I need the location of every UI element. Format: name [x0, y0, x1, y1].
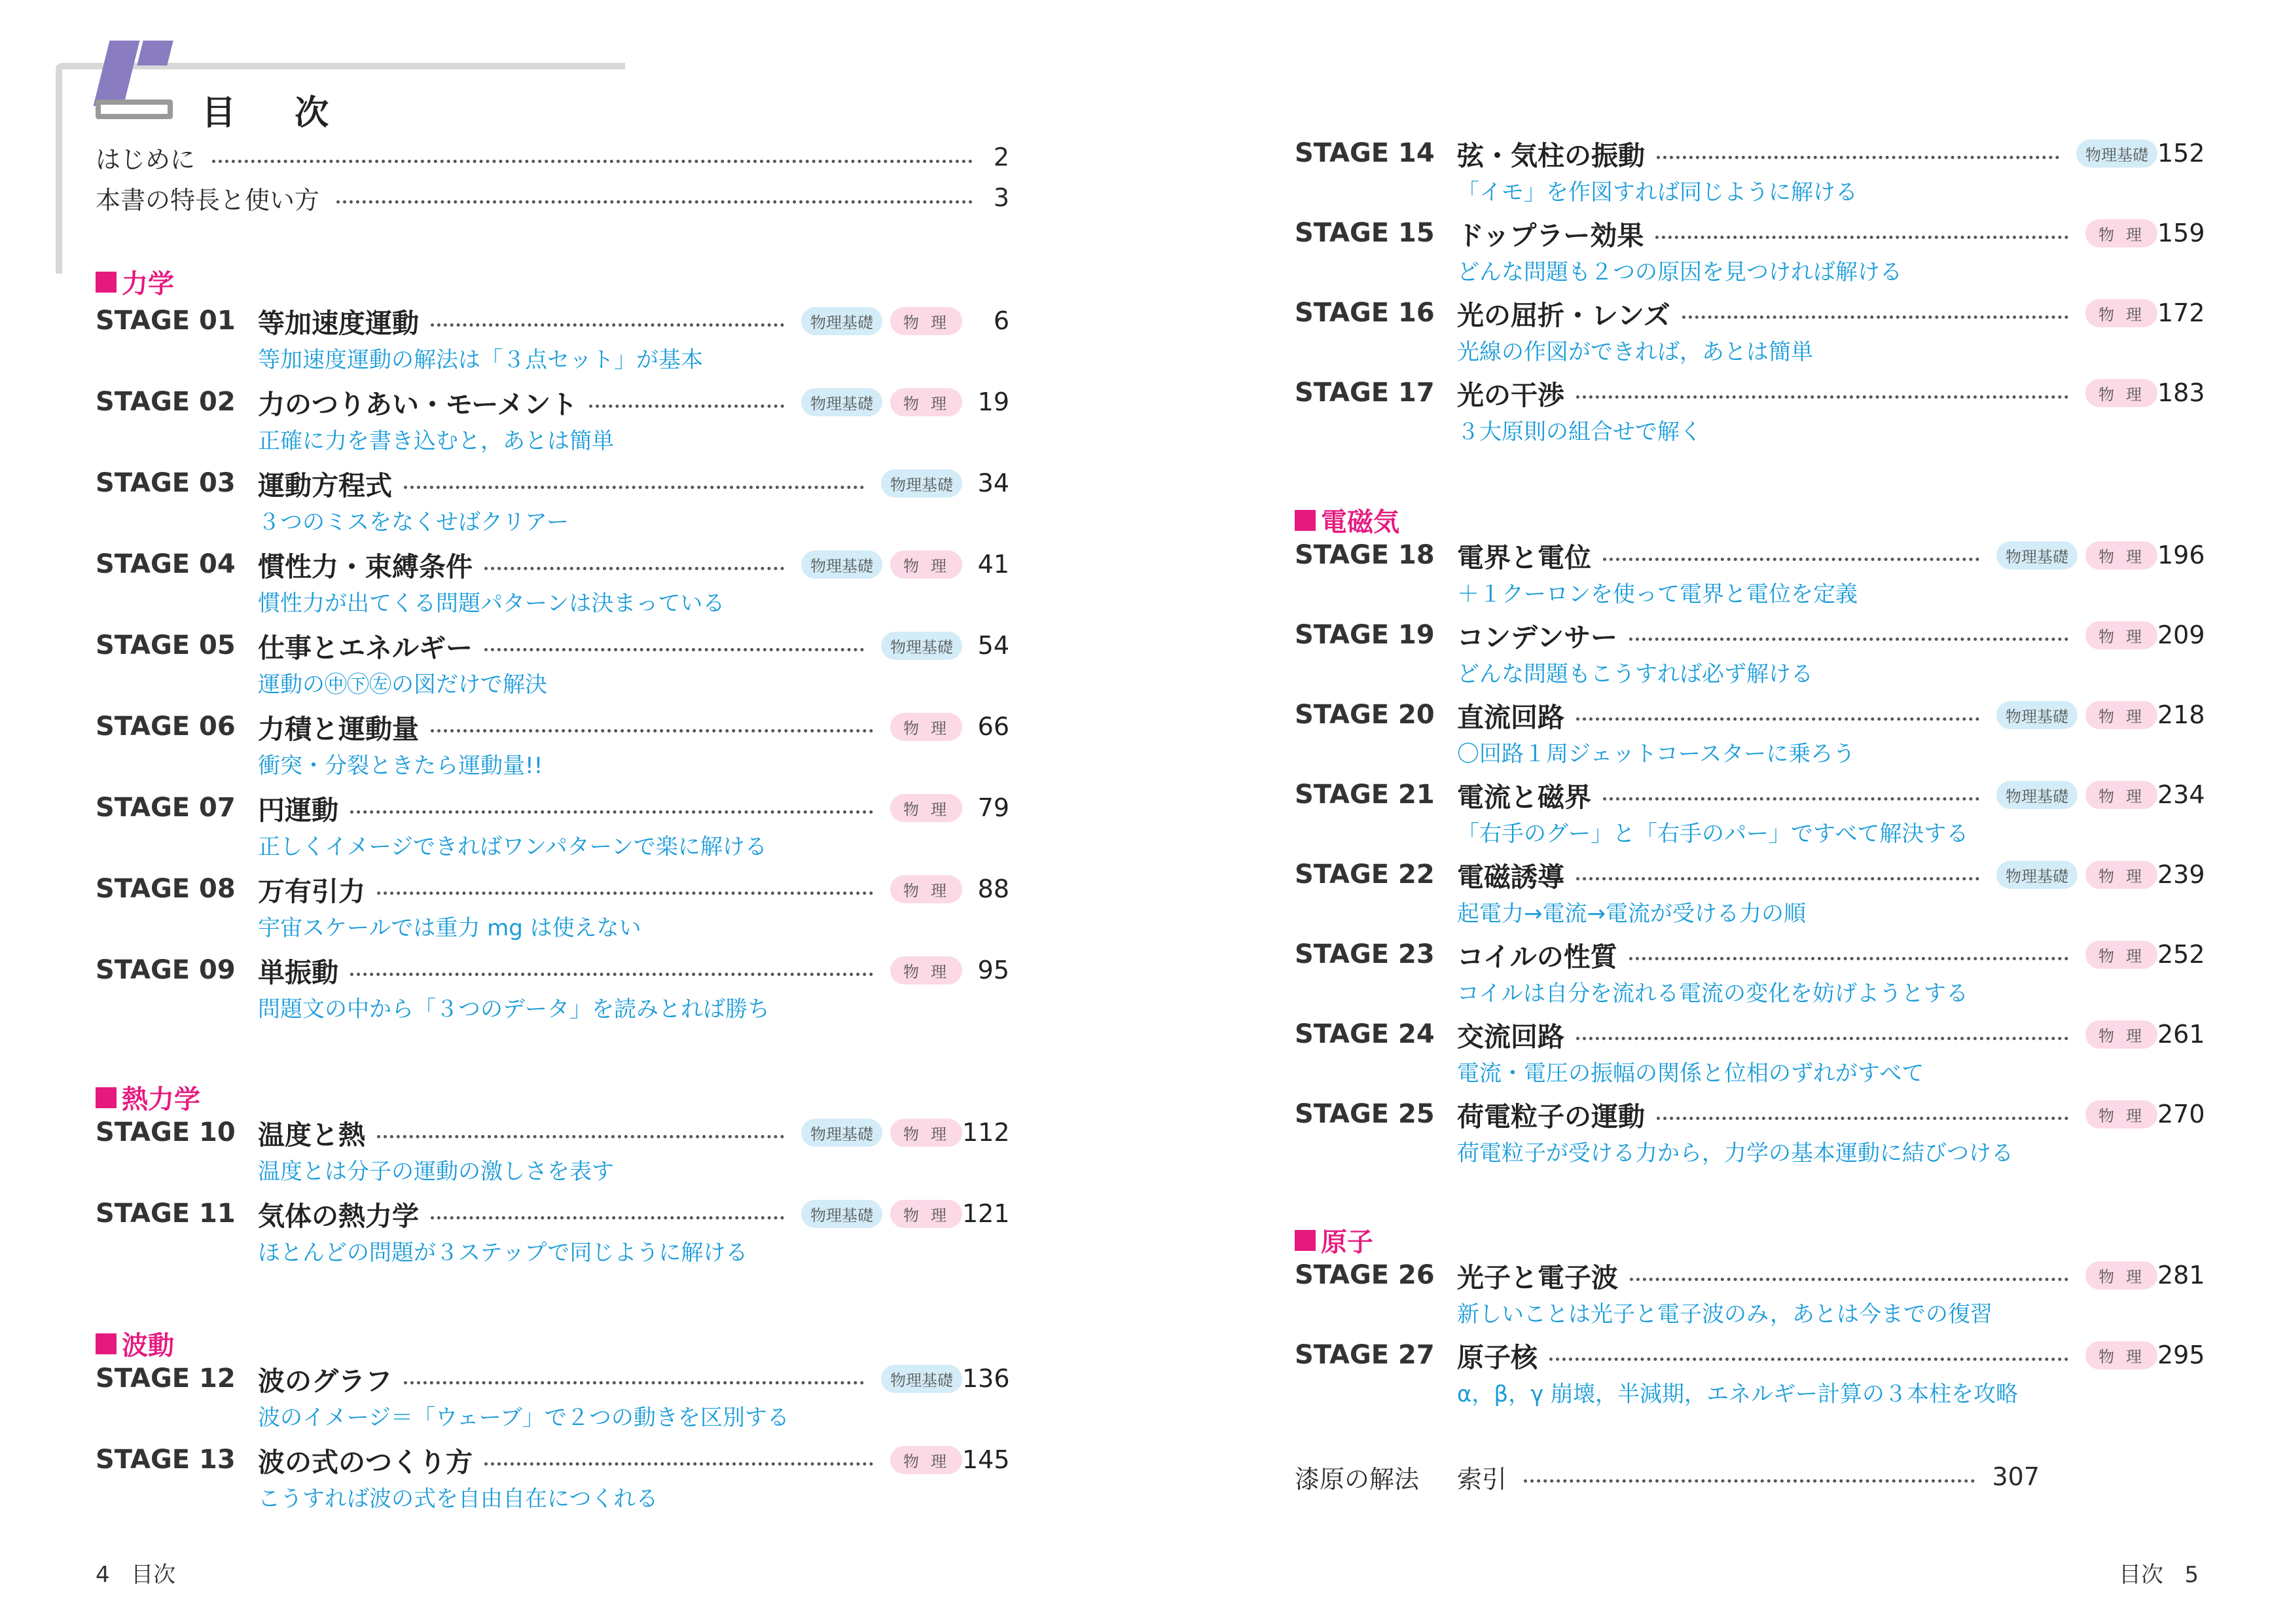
toc-entry[interactable] [1295, 1015, 2205, 1087]
leader-dots [431, 323, 784, 327]
toc-entry[interactable] [96, 1359, 1009, 1432]
toc-entry[interactable] [1295, 935, 2205, 1007]
stage-subtitle: 温度とは分子の運動の激しさを表す [258, 1159, 614, 1185]
stage-title: 万有引力 [258, 875, 365, 907]
leader-dots [431, 729, 873, 732]
badge-butsuri: 物理 [2085, 861, 2157, 889]
intro-label: はじめに [96, 145, 196, 174]
stage-page: 41 [977, 550, 1009, 579]
stage-page: 183 [2157, 378, 2205, 407]
leader-dots [404, 1381, 864, 1384]
toc-entry[interactable] [96, 1440, 1009, 1513]
badge-butsuri: 物理 [890, 794, 962, 822]
stage-number: STAGE 11 [96, 1199, 236, 1229]
stage-number: STAGE 27 [1295, 1340, 1435, 1370]
badge-kiso: 物理基礎 [801, 1200, 882, 1228]
leader-dots [484, 1462, 873, 1466]
stage-subtitle: どんな問題もこうすれば必ず解ける [1457, 661, 1813, 687]
badge-butsuri: 物理 [890, 713, 962, 741]
index-label: 漆原の解法 [1295, 1464, 1420, 1494]
stage-number: STAGE 07 [96, 793, 236, 823]
stage-subtitle: どんな問題も２つの原因を見つければ解ける [1457, 259, 1902, 285]
stage-page: 209 [2157, 621, 2205, 649]
intro-label: 本書の特長と使い方 [96, 185, 320, 215]
toc-entry[interactable] [1295, 1094, 2205, 1167]
toc-entry[interactable] [96, 707, 1009, 780]
badge-butsuri: 物理 [2085, 299, 2157, 327]
stage-subtitle: ３つのミスをなくせばクリアー [258, 509, 569, 535]
stage-page: 136 [962, 1364, 1010, 1393]
stage-title: 直流回路 [1457, 701, 1564, 733]
intro-page: 3 [993, 183, 1009, 212]
stage-number: STAGE 03 [96, 468, 236, 498]
leader-dots [431, 1216, 784, 1219]
stage-number: STAGE 01 [96, 306, 236, 336]
stage-subtitle: α，β，γ 崩壊，半減期，エネルギー計算の３本柱を攻略 [1457, 1381, 2019, 1407]
toc-entry[interactable] [96, 1194, 1009, 1267]
leader-dots [404, 486, 864, 489]
toc-entry[interactable] [96, 626, 1009, 698]
leader-dots [336, 200, 973, 204]
stage-page: 239 [2157, 860, 2205, 889]
badge-butsuri: 物理 [890, 1119, 962, 1147]
badge-kiso: 物理基礎 [1996, 541, 2078, 569]
page-title: 目 次 [202, 94, 353, 133]
stage-number: STAGE 26 [1295, 1260, 1435, 1290]
toc-entry[interactable] [1295, 134, 2205, 206]
stage-subtitle: ３大原則の組合せで解く [1457, 419, 1702, 445]
section-label: 力学 [122, 269, 174, 299]
stage-page: 281 [2157, 1261, 2205, 1290]
stage-number: STAGE 10 [96, 1117, 236, 1147]
leader-dots [1657, 1117, 2068, 1120]
badge-butsuri: 物理 [2085, 219, 2157, 247]
stage-subtitle: 荷電粒子が受ける力から，力学の基本運動に結びつける [1457, 1140, 2013, 1166]
section-heading-thermo [96, 1079, 200, 1116]
stage-subtitle: 正しくイメージできればワンパターンで楽に解ける [258, 834, 767, 860]
intro-page: 2 [993, 143, 1009, 171]
stage-page: 261 [2157, 1020, 2205, 1049]
leader-dots [350, 810, 873, 814]
toc-entry[interactable] [1295, 373, 2205, 446]
badge-butsuri: 物理 [890, 1200, 962, 1228]
toc-entry[interactable] [1295, 1255, 2205, 1328]
toc-entry[interactable] [1295, 695, 2205, 768]
badge-butsuri: 物理 [2085, 1100, 2157, 1128]
section-heading-em [1295, 501, 1399, 539]
stage-number: STAGE 25 [1295, 1099, 1435, 1129]
stage-number: STAGE 02 [96, 387, 236, 417]
toc-entry[interactable] [96, 382, 1009, 455]
badge-butsuri: 物理 [2085, 1020, 2157, 1049]
stage-subtitle: 正確に力を書き込むと，あとは簡単 [258, 428, 614, 454]
title-decoration-vertical [56, 65, 62, 274]
index-title: 索引 [1457, 1464, 1507, 1494]
section-marker-icon [96, 272, 117, 293]
stage-subtitle: 光線の作図ができれば，あとは簡単 [1457, 339, 1813, 365]
leader-dots [1576, 395, 2068, 399]
leader-dots [1630, 1278, 2068, 1281]
section-marker-icon [1295, 1230, 1316, 1251]
leader-dots [1629, 957, 2068, 960]
stage-subtitle: 波のイメージ＝「ウェーブ」で２つの動きを区別する [258, 1405, 789, 1431]
stage-title: コンデンサー [1457, 621, 1618, 653]
leader-dots [377, 892, 873, 895]
toc-entry[interactable] [96, 788, 1009, 861]
title-accent-shape-small [137, 41, 173, 65]
stage-number: STAGE 24 [1295, 1019, 1435, 1049]
badge-kiso: 物理基礎 [1996, 861, 2078, 889]
stage-number: STAGE 15 [1295, 218, 1435, 248]
stage-page: 6 [993, 306, 1009, 335]
stage-number: STAGE 06 [96, 712, 236, 742]
stage-title: 単振動 [258, 956, 338, 988]
stage-page: 79 [977, 793, 1009, 822]
footer-label: 目次 [131, 1562, 176, 1588]
title-accent-shape [94, 41, 140, 106]
stage-title: 円運動 [258, 794, 338, 826]
title-frame-icon [96, 99, 173, 119]
badge-kiso: 物理基礎 [1996, 781, 2078, 809]
toc-entry[interactable] [96, 545, 1009, 617]
leader-dots [212, 160, 973, 163]
toc-index-row[interactable] [1295, 1457, 2040, 1496]
stage-title: 光の干渉 [1457, 379, 1564, 411]
leader-dots [1657, 156, 2059, 159]
section-marker-icon [96, 1087, 117, 1108]
stage-number: STAGE 17 [1295, 378, 1435, 408]
badge-kiso: 物理基礎 [801, 1119, 882, 1147]
page-number: 4 [96, 1562, 110, 1588]
stage-number: STAGE 21 [1295, 780, 1435, 810]
stage-title: 等加速度運動 [258, 307, 419, 339]
toc-entry[interactable] [1295, 855, 2205, 928]
footer-label: 目次 [2119, 1562, 2163, 1588]
stage-subtitle: ＋１クーロンを使って電界と電位を定義 [1457, 581, 1858, 607]
leader-dots [1682, 316, 2068, 319]
badge-kiso: 物理基礎 [881, 1365, 962, 1393]
stage-title: ドップラー効果 [1457, 219, 1644, 251]
footer-left [96, 1557, 175, 1589]
leader-dots [1524, 1479, 1975, 1483]
stage-number: STAGE 16 [1295, 298, 1435, 328]
stage-title: 温度と熱 [258, 1119, 365, 1151]
stage-page: 54 [977, 631, 1009, 660]
stage-number: STAGE 05 [96, 630, 236, 660]
footer-right [2119, 1557, 2199, 1589]
stage-title: 波のグラフ [258, 1365, 392, 1397]
leader-dots [484, 648, 864, 651]
stage-title: 荷電粒子の運動 [1457, 1100, 1645, 1132]
stage-page: 295 [2157, 1341, 2205, 1369]
leader-dots [377, 1135, 784, 1138]
badge-butsuri: 物理 [2085, 621, 2157, 649]
stage-subtitle: 衝突・分裂ときたら運動量!! [258, 753, 543, 779]
badge-butsuri: 物理 [890, 875, 962, 903]
badge-butsuri: 物理 [2085, 1341, 2157, 1369]
badge-kiso: 物理基礎 [801, 388, 882, 416]
leader-dots [1629, 638, 2068, 641]
section-label: 電磁気 [1321, 507, 1399, 537]
badge-butsuri: 物理 [2085, 379, 2157, 407]
toc-entry[interactable] [96, 869, 1009, 942]
stage-number: STAGE 19 [1295, 620, 1435, 650]
stage-title: 光子と電子波 [1457, 1261, 1618, 1293]
badge-kiso: 物理基礎 [1996, 701, 2078, 729]
stage-title: 交流回路 [1457, 1020, 1564, 1053]
badge-kiso: 物理基礎 [2076, 139, 2157, 168]
leader-dots [484, 567, 784, 570]
stage-title: 原子核 [1457, 1341, 1538, 1373]
toc-entry[interactable] [96, 1113, 1009, 1185]
stage-number: STAGE 23 [1295, 939, 1435, 969]
badge-butsuri: 物理 [890, 956, 962, 984]
stage-number: STAGE 20 [1295, 700, 1435, 730]
section-marker-icon [96, 1333, 117, 1354]
stage-subtitle: コイルは自分を流れる電流の変化を妨げようとする [1457, 981, 1968, 1007]
leader-dots [1655, 236, 2068, 239]
stage-title: 仕事とエネルギー [258, 632, 473, 664]
stage-page: 95 [977, 956, 1009, 984]
stage-number: STAGE 12 [96, 1363, 236, 1394]
stage-title: 光の屈折・レンズ [1457, 299, 1670, 331]
stage-subtitle: 「イモ」を作図すれば同じように解ける [1457, 179, 1858, 206]
toc-entry[interactable] [1295, 775, 2205, 848]
section-marker-icon [1295, 510, 1316, 531]
leader-dots [1576, 717, 1979, 721]
stage-title: コイルの性質 [1457, 941, 1617, 973]
section-label: 波動 [122, 1331, 174, 1361]
stage-title: 気体の熱力学 [258, 1200, 419, 1232]
stage-subtitle: 問題文の中から「３つのデータ」を読みとれば勝ち [258, 996, 770, 1022]
badge-butsuri: 物理 [2085, 701, 2157, 729]
badge-butsuri: 物理 [890, 307, 962, 335]
section-label: 熱力学 [122, 1085, 200, 1115]
leader-dots [1603, 558, 1979, 561]
stage-title: 電磁誘導 [1457, 861, 1564, 893]
stage-title: 運動方程式 [258, 469, 392, 501]
stage-number: STAGE 08 [96, 874, 236, 904]
leader-dots [1576, 877, 1979, 880]
section-heading-mechanics [96, 263, 174, 300]
badge-butsuri: 物理 [2085, 781, 2157, 809]
toc-entry[interactable] [96, 301, 1009, 374]
toc-entry[interactable] [1295, 615, 2205, 688]
stage-number: STAGE 18 [1295, 540, 1435, 570]
stage-title: 波の式のつくり方 [258, 1446, 473, 1478]
stage-subtitle: ほとんどの問題が３ステップで同じように解ける [258, 1240, 748, 1266]
stage-number: STAGE 04 [96, 549, 236, 579]
stage-page: 196 [2157, 541, 2205, 569]
stage-page: 66 [977, 712, 1009, 741]
badge-butsuri: 物理 [890, 1446, 962, 1474]
toc-intro-row[interactable] [96, 137, 1009, 177]
stage-page: 270 [2157, 1100, 2205, 1128]
stage-title: 電界と電位 [1457, 541, 1591, 573]
page-number: 5 [2184, 1562, 2199, 1588]
badge-kiso: 物理基礎 [801, 307, 882, 335]
stage-page: 34 [977, 469, 1009, 497]
stage-subtitle: 運動の㊥㊦㊧の図だけで解決 [258, 672, 547, 698]
badge-kiso: 物理基礎 [881, 469, 962, 497]
toc-entry[interactable] [96, 950, 1009, 1023]
leader-dots [1576, 1037, 2068, 1040]
badge-kiso: 物理基礎 [881, 632, 962, 660]
toc-entry[interactable] [1295, 1335, 2205, 1408]
stage-page: 112 [962, 1118, 1010, 1147]
toc-entry[interactable] [1295, 535, 2205, 608]
index-page: 307 [1992, 1462, 2040, 1491]
stage-subtitle: 等加速度運動の解法は「３点セット」が基本 [258, 347, 703, 373]
stage-title: 慣性力・束縛条件 [258, 550, 473, 583]
stage-subtitle: こうすれば波の式を自由自在につくれる [258, 1486, 658, 1512]
toc-intro-row[interactable] [96, 178, 1009, 217]
section-label: 原子 [1321, 1227, 1373, 1257]
stage-page: 152 [2157, 139, 2205, 168]
stage-number: STAGE 22 [1295, 859, 1435, 890]
section-heading-atom [1295, 1221, 1373, 1259]
badge-butsuri: 物理 [890, 388, 962, 416]
badge-kiso: 物理基礎 [801, 550, 882, 579]
stage-subtitle: 慣性力が出てくる問題パターンは決まっている [258, 590, 725, 617]
stage-title: 力積と運動量 [258, 713, 419, 745]
stage-number: STAGE 09 [96, 955, 236, 985]
stage-number: STAGE 14 [1295, 138, 1435, 168]
stage-subtitle: 電流・電圧の振幅の関係と位相のずれがすべて [1457, 1060, 1924, 1087]
leader-dots [1603, 797, 1979, 801]
leader-dots [589, 405, 784, 408]
stage-page: 121 [962, 1199, 1010, 1228]
stage-title: 力のつりあい・モーメント [258, 388, 578, 420]
badge-butsuri: 物理 [2085, 541, 2157, 569]
stage-title: 電流と磁界 [1457, 781, 1591, 813]
stage-page: 145 [962, 1445, 1010, 1474]
stage-page: 88 [977, 875, 1009, 903]
toc-entry[interactable] [1295, 213, 2205, 286]
badge-butsuri: 物理 [890, 550, 962, 579]
stage-subtitle: 起電力→電流→電流が受ける力の順 [1457, 901, 1806, 927]
section-heading-waves [96, 1325, 174, 1362]
stage-subtitle: 新しいことは光子と電子波のみ，あとは今までの復習 [1457, 1301, 1993, 1327]
stage-number: STAGE 13 [96, 1445, 236, 1475]
stage-page: 218 [2157, 700, 2205, 729]
stage-page: 19 [977, 388, 1009, 416]
stage-subtitle: 「右手のグー」と「右手のパー」ですべて解決する [1457, 821, 1969, 847]
leader-dots [350, 973, 873, 976]
badge-butsuri: 物理 [2085, 1261, 2157, 1290]
leader-dots [1549, 1358, 2068, 1361]
stage-title: 弦・気柱の振動 [1457, 139, 1645, 171]
badge-butsuri: 物理 [2085, 941, 2157, 969]
stage-page: 159 [2157, 219, 2205, 247]
stage-subtitle: 〇回路１周ジェットコースターに乗ろう [1457, 741, 1856, 767]
toc-entry[interactable] [96, 463, 1009, 536]
stage-page: 234 [2157, 780, 2205, 809]
stage-page: 252 [2157, 940, 2205, 969]
stage-subtitle: 宇宙スケールでは重力 mg は使えない [258, 915, 641, 941]
stage-page: 172 [2157, 298, 2205, 327]
toc-entry[interactable] [1295, 293, 2205, 366]
